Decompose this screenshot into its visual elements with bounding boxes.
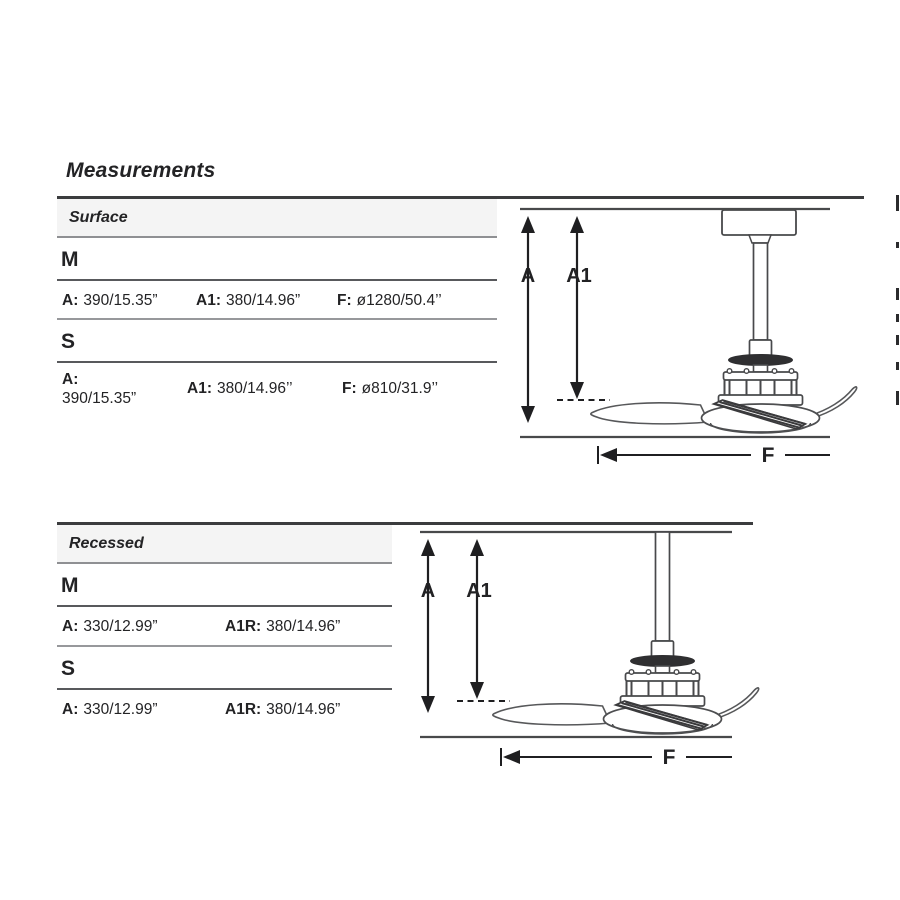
measurement-label: A: [62, 291, 79, 309]
surface-size-label-m [57, 240, 497, 281]
dimension-label-a: A [420, 580, 436, 602]
recessed-s-measurement-row [57, 692, 392, 728]
measurement-pair-a [62, 371, 187, 408]
fan-unit [493, 641, 759, 734]
size-label-text: S [61, 656, 76, 680]
measurement-value: 330/12.99” [83, 701, 158, 718]
measurement-value: 380/14.96” [225, 291, 301, 309]
size-label-text: M [61, 247, 79, 271]
measurement-pair-a1r [225, 618, 340, 636]
recessed-fan-diagram [400, 515, 770, 780]
recessed-size-label-s [57, 649, 392, 690]
clipped-text-fragment [896, 362, 899, 370]
size-label-text: M [61, 573, 79, 597]
dimension-label-a1: A1 [466, 580, 492, 602]
measurement-label: A: [62, 370, 79, 388]
dimension-label-a1: A1 [566, 265, 592, 287]
measurement-pair-a1 [196, 292, 337, 310]
measurement-label: A1: [187, 380, 212, 397]
measurement-value: 390/15.35” [62, 389, 137, 407]
measurement-label: A1R: [225, 618, 262, 635]
measurement-pair-a [62, 292, 196, 310]
recessed-header-label: Recessed [69, 534, 144, 552]
measurement-label: F: [337, 291, 352, 309]
clipped-text-fragment [896, 288, 899, 300]
recessed-size-label-m [57, 566, 392, 607]
dimension-f-line [501, 748, 732, 766]
page-title: Measurements [66, 159, 216, 182]
surface-m-measurement-row [57, 283, 497, 320]
downrod [754, 243, 768, 340]
clipped-text-fragment [896, 242, 899, 248]
measurement-pair-a [62, 701, 225, 719]
measurement-value: 330/12.99” [83, 618, 158, 635]
measurement-label: A: [62, 618, 79, 635]
measurement-value: 380/14.96’’ [216, 380, 293, 397]
surface-fan-diagram [500, 190, 870, 480]
dimension-arrow-a1 [470, 539, 484, 699]
measurement-label: A1: [196, 291, 221, 309]
dimension-label-f: F [662, 746, 676, 769]
measurement-label: A1R: [225, 701, 262, 718]
dimension-f-line [598, 446, 830, 464]
measurement-value: ø1280/50.4’’ [356, 291, 442, 309]
recessed-m-measurement-row [57, 609, 392, 647]
dimension-arrow-a [521, 216, 535, 423]
dimension-label-a: A [520, 265, 536, 287]
measurement-pair-f [342, 380, 438, 398]
clipped-text-fragment [896, 335, 899, 345]
measurement-pair-a1 [187, 380, 342, 398]
dimension-label-f: F [761, 444, 775, 467]
canopy [722, 210, 796, 235]
measurement-value: 380/14.96” [266, 618, 341, 635]
measurement-label: F: [342, 380, 357, 397]
surface-s-measurement-row [57, 365, 497, 413]
measurement-pair-a [62, 618, 225, 636]
recessed-table-header [57, 525, 392, 564]
surface-header-label: Surface [69, 208, 128, 226]
measurement-value: 380/14.96” [266, 701, 341, 718]
surface-table-header [57, 199, 497, 238]
measurement-pair-a1r [225, 701, 340, 719]
measurement-value: ø810/31.9’’ [361, 380, 439, 397]
measurement-pair-f [337, 292, 442, 310]
clipped-text-fragment [896, 314, 899, 322]
clipped-text-fragment [896, 195, 899, 211]
dimension-arrow-a [421, 539, 435, 713]
clipped-text-fragment [896, 391, 899, 405]
downrod [656, 532, 670, 641]
measurement-label: A: [62, 701, 79, 718]
surface-size-label-s [57, 322, 497, 363]
fan-unit [591, 340, 857, 433]
dimension-arrow-a1 [570, 216, 584, 399]
canopy-collar [749, 235, 771, 243]
measurement-value: 390/15.35” [83, 291, 158, 309]
size-label-text: S [61, 329, 76, 353]
